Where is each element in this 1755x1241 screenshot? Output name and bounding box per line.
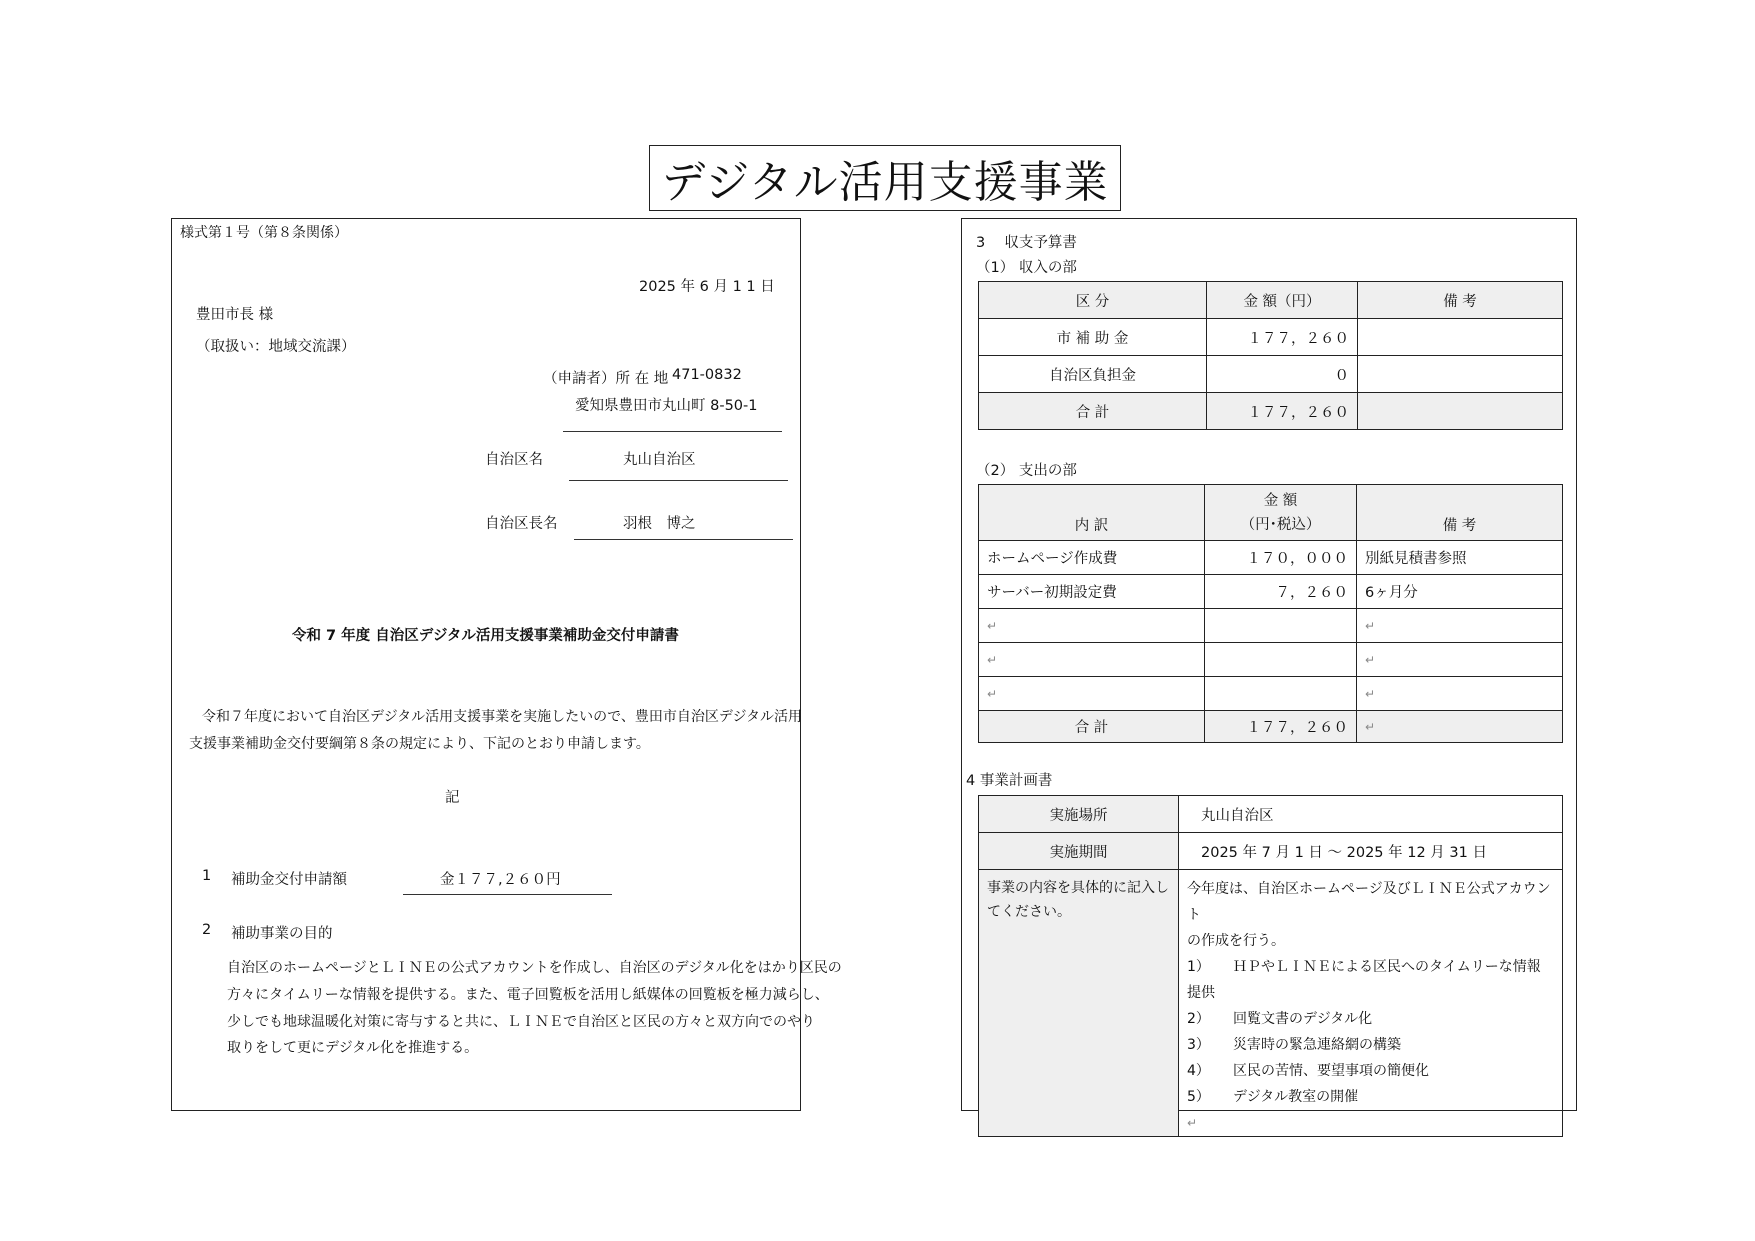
- expense-amount: [1205, 643, 1357, 677]
- district-name: 丸山自治区: [623, 452, 696, 468]
- purpose-line-4: 取りをして更にデジタル化を推進する。: [227, 1040, 479, 1056]
- plan-intro-line-1: 今年度は、自治区ホームページ及びＬＩＮＥ公式アカウント: [1187, 881, 1551, 923]
- expense-note: ↵: [1357, 677, 1563, 711]
- section-4-heading: 4 事業計画書: [966, 773, 1053, 789]
- expense-header-amount-bottom: （円･税込）: [1240, 516, 1321, 533]
- table-row: [979, 711, 1563, 743]
- expense-note: ↵: [1357, 609, 1563, 643]
- expense-item: ↵: [979, 643, 1205, 677]
- district-name-label: 自治区名: [485, 452, 543, 468]
- form-number: 様式第１号（第８条関係）: [180, 225, 348, 241]
- income-table: [978, 281, 1563, 430]
- table-row: [979, 393, 1563, 430]
- plan-period-label: 実施期間: [979, 833, 1179, 870]
- item-2-label: 補助事業の目的: [231, 926, 333, 942]
- purpose-line-1: 自治区のホームページとＬＩＮＥの公式アカウントを作成し、自治区のデジタル化をはかり区民の: [227, 960, 842, 976]
- table-row: [979, 609, 1563, 643]
- application-date: 2025 年 6 月 1 1 日: [639, 279, 775, 295]
- income-amount: ０: [1207, 356, 1358, 393]
- purpose-line-3: 少しでも地球温暖化対策に寄与すると共に、ＬＩＮＥで自治区と区民の方々と双方向でのやり: [227, 1014, 815, 1030]
- item-2-number: 2: [202, 922, 212, 938]
- expense-total-amount: １７７，２６０: [1205, 711, 1357, 743]
- table-row: [979, 541, 1563, 575]
- grant-amount-underline: [403, 894, 612, 895]
- table-row: [979, 575, 1563, 609]
- item-1-label: 補助金交付申請額: [231, 872, 347, 888]
- expense-table: [978, 484, 1563, 743]
- expense-header-note: 備 考: [1357, 485, 1563, 541]
- income-amount: １７７，２６０: [1207, 319, 1358, 356]
- expense-note: 6ヶ月分: [1357, 575, 1563, 609]
- item-1-number: 1: [202, 868, 212, 884]
- expense-note: 別紙見積書参照: [1357, 541, 1563, 575]
- income-header-note: 備 考: [1358, 282, 1563, 319]
- trailing-return-mark: ↵: [1187, 1116, 1198, 1130]
- list-item: 4） 区民の苦情、要望事項の簡便化: [1187, 1063, 1429, 1079]
- expense-item: ↵: [979, 609, 1205, 643]
- address-underline: [563, 431, 782, 432]
- application-form-panel: [171, 218, 842, 1111]
- expense-header-amount: [1205, 485, 1357, 541]
- district-head-name: 羽根 博之: [623, 516, 696, 532]
- ki-marker: 記: [445, 790, 460, 806]
- plan-intro-line-2: の作成を行う。: [1187, 933, 1285, 949]
- district-head-label: 自治区長名: [485, 516, 558, 532]
- expense-amount: [1205, 677, 1357, 711]
- list-item: 5） デジタル教室の開催: [1187, 1089, 1359, 1105]
- applicant-label: （申請者）所 在 地: [543, 371, 669, 387]
- banner-title: デジタル活用支援事業: [649, 145, 1121, 211]
- income-header-category: 区 分: [979, 282, 1207, 319]
- income-note: [1358, 356, 1563, 393]
- plan-table: [978, 795, 1563, 1137]
- expense-note: ↵: [1357, 643, 1563, 677]
- postal-code: 471-0832: [672, 367, 742, 383]
- table-row: [979, 319, 1563, 356]
- addressee: 豊田市長 様: [196, 307, 274, 323]
- body-text-line-2: 支援事業補助金交付要綱第８条の規定により、下記のとおり申請します。: [189, 736, 650, 752]
- expense-total-note: ↵: [1357, 711, 1563, 743]
- expense-total-label: 合 計: [979, 711, 1205, 743]
- expense-item: サーバー初期設定費: [979, 575, 1205, 609]
- district-name-underline: [569, 480, 788, 481]
- list-item: 2） 回覧文書のデジタル化: [1187, 1011, 1373, 1027]
- plan-content: [1179, 870, 1563, 1137]
- handler-department: （取扱い：地域交流課）: [196, 339, 356, 355]
- income-header-amount: 金 額（円）: [1207, 282, 1358, 319]
- list-item: 3） 災害時の緊急連絡網の構築: [1187, 1037, 1401, 1053]
- table-row: [979, 356, 1563, 393]
- plan-content-label: 事業の内容を具体的に記入し てください。: [979, 870, 1179, 1137]
- income-category: 自治区負担金: [979, 356, 1207, 393]
- section-3-heading: 3 収支予算書: [976, 235, 1077, 251]
- income-total-note: [1358, 393, 1563, 430]
- income-note: [1358, 319, 1563, 356]
- income-total-amount: １７７，２６０: [1207, 393, 1358, 430]
- purpose-line-2: 方々にタイムリーな情報を提供する。また、電子回覧板を活用し紙媒体の回覧板を極力減らし、: [227, 987, 829, 1003]
- expense-header-item: 内 訳: [979, 485, 1205, 541]
- list-item: 1） ＨＰやＬＩＮＥによる区民へのタイムリーな情報提供: [1187, 959, 1541, 1001]
- plan-location-label: 実施場所: [979, 796, 1179, 833]
- income-category: 市 補 助 金: [979, 319, 1207, 356]
- document-title: 令和 7 年度 自治区デジタル活用支援事業補助金交付申請書: [292, 628, 679, 644]
- expense-item: ホームページ作成費: [979, 541, 1205, 575]
- plan-period: 2025 年 7 月 1 日 ～ 2025 年 12 月 31 日: [1179, 833, 1563, 870]
- grant-amount: 金１７７,２６０円: [440, 872, 561, 888]
- plan-location: 丸山自治区: [1179, 796, 1563, 833]
- income-total-label: 合 計: [979, 393, 1207, 430]
- table-row: [979, 677, 1563, 711]
- expense-amount: １７０，０００: [1205, 541, 1357, 575]
- budget-and-plan-panel: [961, 218, 1577, 1130]
- expense-amount: [1205, 609, 1357, 643]
- expense-amount: ７，２６０: [1205, 575, 1357, 609]
- expense-item: ↵: [979, 677, 1205, 711]
- body-text-line-1: 令和７年度において自治区デジタル活用支援事業を実施したいので、豊田市自治区デジタル活用: [202, 709, 803, 725]
- expense-heading: （2） 支出の部: [976, 463, 1077, 479]
- income-heading: （1） 収入の部: [976, 260, 1077, 276]
- district-head-underline: [574, 539, 793, 540]
- expense-header-amount-top: 金 額: [1263, 492, 1298, 509]
- table-row: [979, 643, 1563, 677]
- applicant-address: 愛知県豊田市丸山町 8-50-1: [575, 398, 758, 414]
